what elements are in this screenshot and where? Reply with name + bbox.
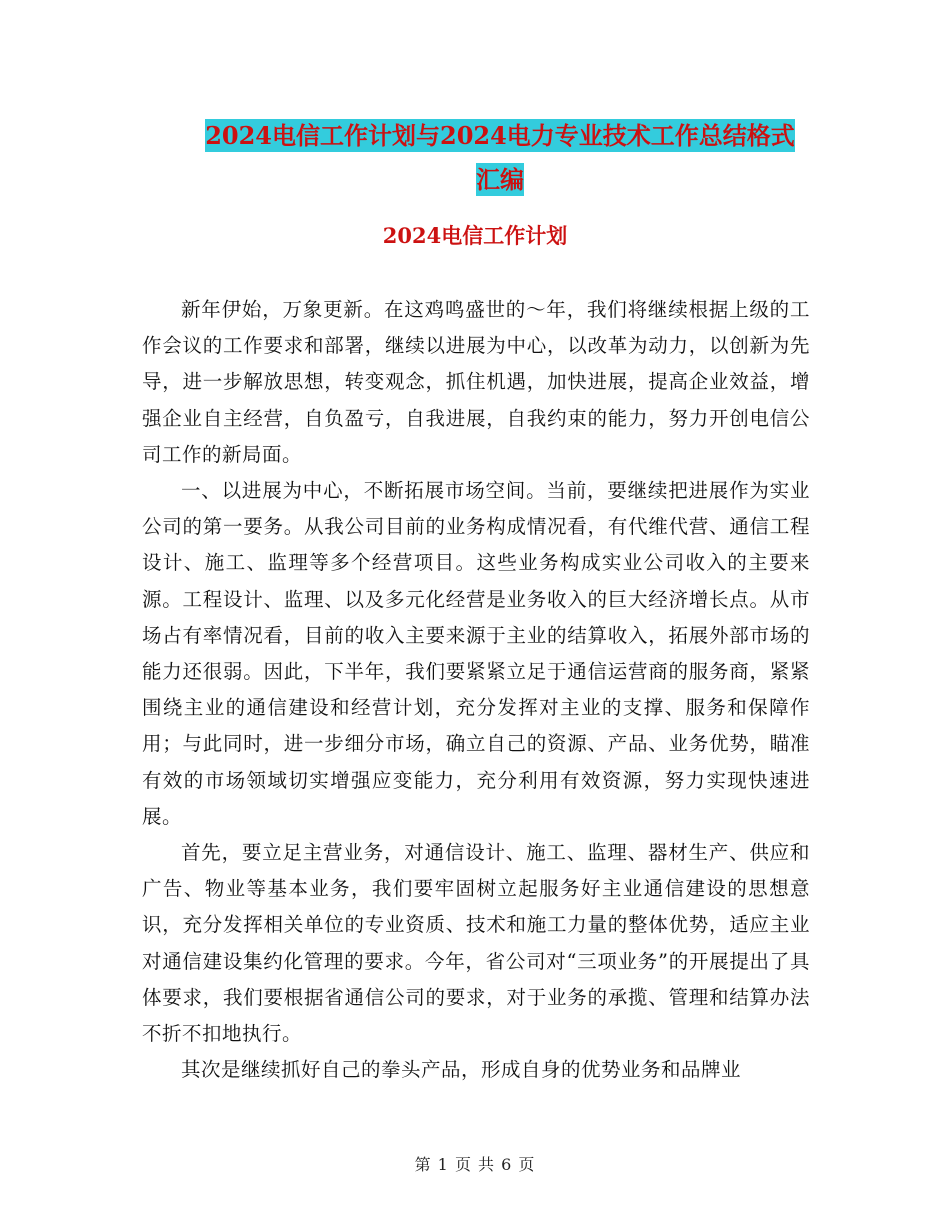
- document-title-line1: 2024电信工作计划与2024电力专业技术工作总结格式: [205, 121, 795, 150]
- paragraph: 一、以进展为中心，不断拓展市场空间。当前，要继续把进展作为实业公司的第一要务。从我公司目前的业务构成情况看，有代维代营、通信工程设计、施工、监理等多个经营项目。这些业务构成实业公司收入的主要来源。工程设计、监理、以及多元化经营是业务收入的巨大经济增长点。从市场占有率情况看，目前的收入主要来源于主业的结算收入，拓展外部市场的能力还很弱。因此，下半年，我们要紧紧立足于通信运营商的服务商，紧紧围绕主业的通信建设和经营计划，充分发挥对主业的支撑、服务和保障作用；与此同时，进一步细分市场，确立自己的资源、产品、业务优势，瞄准有效的市场领域切实增强应变能力，充分利用有效资源，努力实现快速进展。: [142, 479, 810, 828]
- paragraph: 其次是继续抓好自己的拳头产品，形成自身的优势业务和品牌业: [181, 1058, 742, 1082]
- document-title: [150, 114, 850, 202]
- page-footer: 第 1 页 共 6 页: [414, 1155, 536, 1174]
- paragraph: 新年伊始，万象更新。在这鸡鸣盛世的～年，我们将继续根据上级的工作会议的工作要求和部署，继续以进展为中心，以改革为动力，以创新为先导，进一步解放思想，转变观念，抓住机遇，加快进展，提高企业效益，增强企业自主经营，自负盈亏，自我进展，自我约束的能力，努力开创电信公司工作的新局面。: [142, 298, 810, 466]
- document-title-line2: 汇编: [476, 165, 524, 194]
- paragraph: 首先，要立足主营业务，对通信设计、施工、监理、器材生产、供应和广告、物业等基本业务，我们要牢固树立起服务好主业通信建设的思想意识，充分发挥相关单位的专业资质、技术和施工力量的整体优势，适应主业对通信建设集约化管理的要求。今年，省公司对“三项业务”的开展提出了具体要求，我们要根据省通信公司的要求，对于业务的承揽、管理和结算办法不折不扣地执行。: [142, 841, 810, 1046]
- body-text: [142, 292, 810, 1088]
- section-title: 2024电信工作计划: [382, 223, 568, 248]
